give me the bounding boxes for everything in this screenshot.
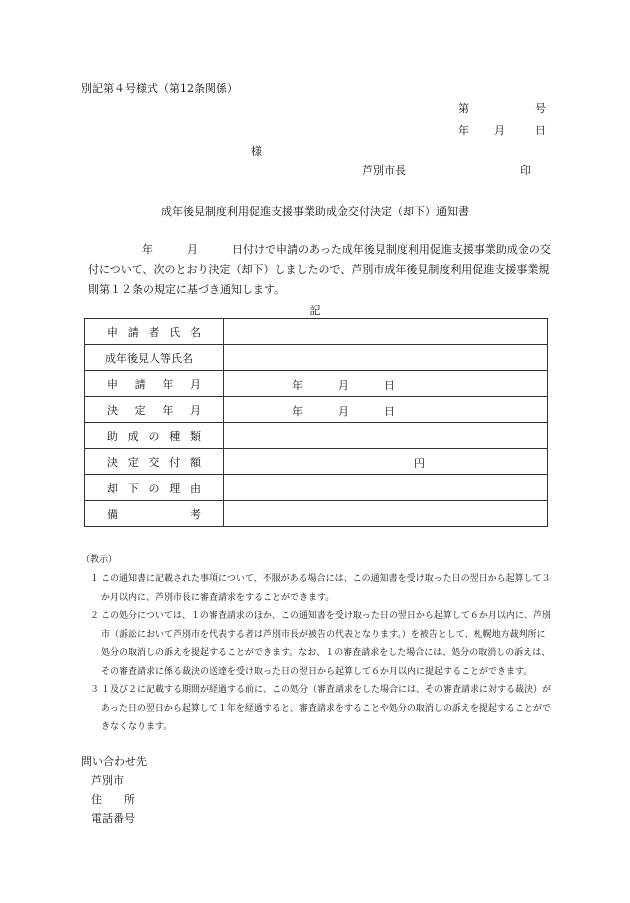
date-year: 年 bbox=[292, 405, 303, 418]
value-decision-date[interactable] bbox=[224, 397, 548, 423]
table-row bbox=[85, 501, 548, 527]
table-row bbox=[85, 397, 548, 423]
value-guardian-name[interactable] bbox=[224, 345, 548, 371]
table-row bbox=[85, 371, 548, 397]
contact-phone: 電話番号 bbox=[91, 812, 135, 825]
instruction-list bbox=[81, 570, 551, 737]
instruction-heading: （教示） bbox=[81, 555, 118, 565]
number-prefix: 第 bbox=[458, 102, 469, 115]
body-month: 月 bbox=[187, 243, 198, 256]
recipient-honorific: 様 bbox=[251, 145, 262, 158]
note-text: １及び２に記載する期間が経過する前に、この処分（審査請求をした場合には、その審査請求に対する裁決）があった日の翌日から起算して１年を経過すると、審査請求をすることや処分の取消しの訴えを提起することができなくなります。 bbox=[101, 685, 552, 732]
body-year: 年 bbox=[142, 243, 153, 256]
number-suffix: 号 bbox=[535, 102, 546, 115]
note-text: この処分については、１の審査請求のほか、この通知書を受け取った日の翌日から起算して６か月以内に、芦別市（訴訟において芦別市を代表する者は芦別市長が被告の代表となります。）を被告として、札幌地方裁判所に処分の取消しの訴えを提起することができます。なお、１の審査請求をした場合には、処分の取消しの訴えは、その審査請求に係る裁決の送達を受け取った日の翌日から起算して６か月以内に提起することができます。 bbox=[101, 611, 551, 677]
label-decision-month: 決 定 年 月 bbox=[107, 403, 201, 417]
table-row bbox=[85, 319, 548, 345]
date-month: 月 bbox=[338, 379, 349, 392]
value-applicant-name[interactable] bbox=[224, 319, 548, 345]
list-item bbox=[81, 681, 551, 737]
table-row bbox=[85, 423, 548, 449]
table-row bbox=[85, 449, 548, 475]
date-day: 日 bbox=[384, 379, 395, 392]
form-label: 別記第４号様式（第12条関係） bbox=[81, 82, 238, 95]
contact-address: 住 所 bbox=[91, 793, 135, 806]
value-application-date[interactable] bbox=[224, 371, 548, 397]
issue-month: 月 bbox=[494, 124, 505, 137]
note-number: ３ bbox=[90, 685, 100, 695]
document-title: 成年後見制度利用促進支援事業助成金交付決定（却下）通知書 bbox=[161, 205, 469, 218]
date-year: 年 bbox=[292, 379, 303, 392]
body-text: 日付けで申請のあった成年後見制度利用促進支援事業助成金の交付について、次のとおり決定（却下）しましたので、芦別市成年後見制度利用促進支援事業規則第１２条の規定に基づき通知します。 bbox=[88, 243, 551, 296]
seal-mark: 印 bbox=[520, 164, 531, 177]
label-decided-amount: 決 定 交 付 額 bbox=[107, 455, 201, 469]
issue-date bbox=[458, 122, 546, 138]
value-remarks[interactable] bbox=[224, 501, 548, 527]
detail-table bbox=[84, 318, 548, 527]
mayor-title: 芦別市長 bbox=[362, 164, 406, 177]
ki-marker: 記 bbox=[309, 304, 321, 317]
value-decided-amount[interactable] bbox=[224, 449, 548, 475]
value-subsidy-type[interactable] bbox=[224, 423, 548, 449]
label-applicant-name: 申 請 者 氏 名 bbox=[107, 325, 201, 339]
yen-unit: 円 bbox=[414, 457, 425, 470]
list-item bbox=[81, 570, 551, 607]
contact-city: 芦別市 bbox=[91, 774, 124, 787]
label-remarks: 備 考 bbox=[107, 507, 201, 521]
table-row bbox=[85, 345, 548, 371]
value-rejection-reason[interactable] bbox=[224, 475, 548, 501]
document-number bbox=[458, 100, 546, 116]
body-paragraph bbox=[88, 240, 558, 300]
issue-day: 日 bbox=[535, 124, 546, 137]
note-text: この通知書に記載された事項について、不服がある場合には、この通知書を受け取った日の翌日から起算して３か月以内に、芦別市長に審査請求をすることができます。 bbox=[101, 574, 551, 603]
date-month: 月 bbox=[338, 405, 349, 418]
note-number: ２ bbox=[90, 611, 100, 621]
date-day: 日 bbox=[384, 405, 395, 418]
label-application-month: 申 請 年 月 bbox=[107, 377, 201, 391]
label-rejection-reason: 却 下 の 理 由 bbox=[107, 481, 201, 495]
label-subsidy-type: 助 成 の 種 類 bbox=[107, 429, 201, 443]
issue-year: 年 bbox=[458, 124, 469, 137]
label-guardian-name: 成年後見人等氏名 bbox=[105, 351, 193, 365]
list-item bbox=[81, 607, 551, 681]
contact-block bbox=[81, 752, 147, 828]
table-row bbox=[85, 475, 548, 501]
note-number: １ bbox=[90, 574, 100, 584]
contact-heading: 問い合わせ先 bbox=[81, 755, 147, 768]
